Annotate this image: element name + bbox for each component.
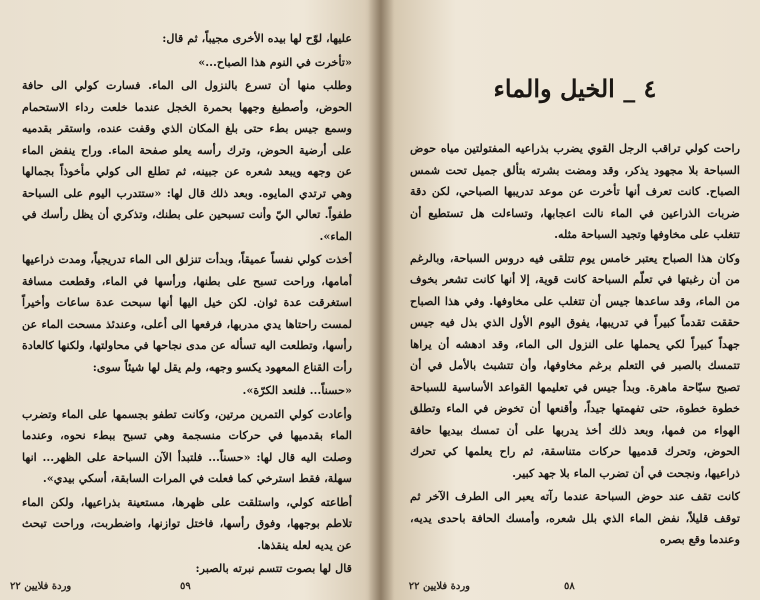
chapter-title: ٤ _ الخيل والماء (493, 74, 657, 103)
left-paragraph-4: أخذت كولي نفساً عميقاً، وبدأت تنزلق الى الماء تدريجياً، ومدت ذراعيها أمامها، وراحت تسبح على بطنها، ورأسها في الماء، وقطعت مسافة استغرقت عدة ثوان. لكن خيل اليها أنها سبحت عدة ساعات وأخيراً لمست راحتاها يدي مدربها، فرفعها الى أعلى، وعندئذ مسحت الماء عن رأسها، وتطلعت اليه تسأله عن مدى نجاحها في محاولتها، ولكنها كالعادة رأت القناع المعهود يكسو وجهه، ولم يقل لها شيئاً سوى: (22, 252, 352, 374)
left-paragraph-6: وأعادت كولي التمرين مرتين، وكانت تطفو بجسمها على الماء وتضرب الماء بقدميها في حركات منسجمة وهي تسبح ببطء نحوه، وعندما وصلت اليه قال لها: «حسناً... فلتبدأ الآن السباحة على الظهر... انها سهلة، فقط استرخي كما فعلت في المرات السابقة، أسكي بيدي». (22, 406, 352, 485)
left-paragraph-7: أطاعته كولي، واستلقت على ظهرها، مستعينة بذراعيها، ولكن الماء تلاطم بوجهها، وفوق رأسها، فاختل توازنها، واضطربت، وراحت تبحث عن يديه لعله ينقذها. (22, 494, 352, 552)
right-paragraph-2: وكان هذا الصباح يعتبر خامس يوم تتلقى فيه دروس السباحة، وبالرغم من أن رغبتها في تعلّم السباحة كانت قوية، إلا أنها كانت تشعر بخوف من الماء، وقد ساعدها جيس أن تتغلب على مخاوفها. وفي هذا الصباح حققت تقدماً كبيراً في تدريبها، يفوق اليوم الأول الذي بذل فيه جيس جهداً كبيراً لكي يحملها على النزول الى الماء، وقد ادهشه أن يراها تتمسك بالصبر في التعلم برغم مخاوفها، وأن تتشبث بالأمل في أن تصبح سبّاحة ماهرة. وبدأ جيس في تعليمها القواعد الأساسية للسباحة خطوة خطوة، حتى تفهمتها جيداً، وأقنعها أن تخوض في الماء وتطلق الهواء من فمها، وبعد ذلك أخذ يدربها على أن تمسك بيديها حافة الحوض، وتحرك قدميها حركات متناسقة، ثم راح يعلمها كي تحرك ذراعيها، ونجحت في أن تضرب الماء بلا جهد كبير. (410, 250, 740, 480)
left-page-number: ٥٩ (180, 581, 191, 592)
left-running-head: وردة فلايين ٢٢ (10, 581, 72, 592)
right-page (384, 0, 760, 600)
left-paragraph-5: «حسناً... فلنعد الكرّة». (242, 383, 352, 397)
right-paragraph-3: كانت تقف عند حوض السباحة عندما رآته يعبر الى الطرف الآخر ثم توقف قليلاً، نفض الماء الذي بلل شعره، وأمسك الحافة باحدى يديه، وعندما وقع بصره (410, 489, 740, 546)
left-page (0, 0, 378, 600)
right-paragraph-1: راحت كولي تراقب الرجل القوي يضرب بذراعيه المفتولتين مياه حوض السباحة بلا مجهود يذكر، وقد ومضت بشرته بتألق جميل تحت شمس الصباح. كانت تعرف أنها تأخرت عن موعد تدريبها الصباحي، لكن دقة ضربات الذراعين في الماء نالت اعجابها، وتساءلت هل تستطيع أن تتغلب على مخاوفها وتجيد السباحة مثله. (410, 141, 740, 241)
left-paragraph-2: «تأخرت في النوم هذا الصباح...» (198, 54, 352, 69)
right-running-head: وردة فلايين ٢٢ (408, 581, 470, 592)
left-paragraph-3: وطلب منها أن تسرع بالنزول الى الماء. فسارت كولي الى حافة الحوض، وأصطبغ وجهها بحمرة الخجل عندما خلعت رداء الاستحمام وسمع جيس بطء حتى بلغ المكان الذي وقفت عنده، واستقر بقدميه على أرضية الحوض، وترك رأسه يعلو صفحة الماء. وراح ينفض الماء عن وجهه ويبعد شعره عن جبينه، ثم تطلع الى كولي مأخوذاً بجمالها وهي ترتدي المايوه. وبعد ذلك قال لها: «ستتدرب اليوم على السباحة طفواً. تعالي اليّ وأنت تسبحين على بطنك، وتذكري أن يظل رأسك في الماء». (22, 78, 352, 243)
right-page-number: ٥٨ (564, 581, 575, 592)
left-paragraph-1: عليها، لوّح لها بيده الأخرى مجيباً، ثم قال: (162, 31, 352, 45)
left-paragraph-8: قال لها بصوت تتسم نبرته بالصبر: (195, 561, 352, 575)
